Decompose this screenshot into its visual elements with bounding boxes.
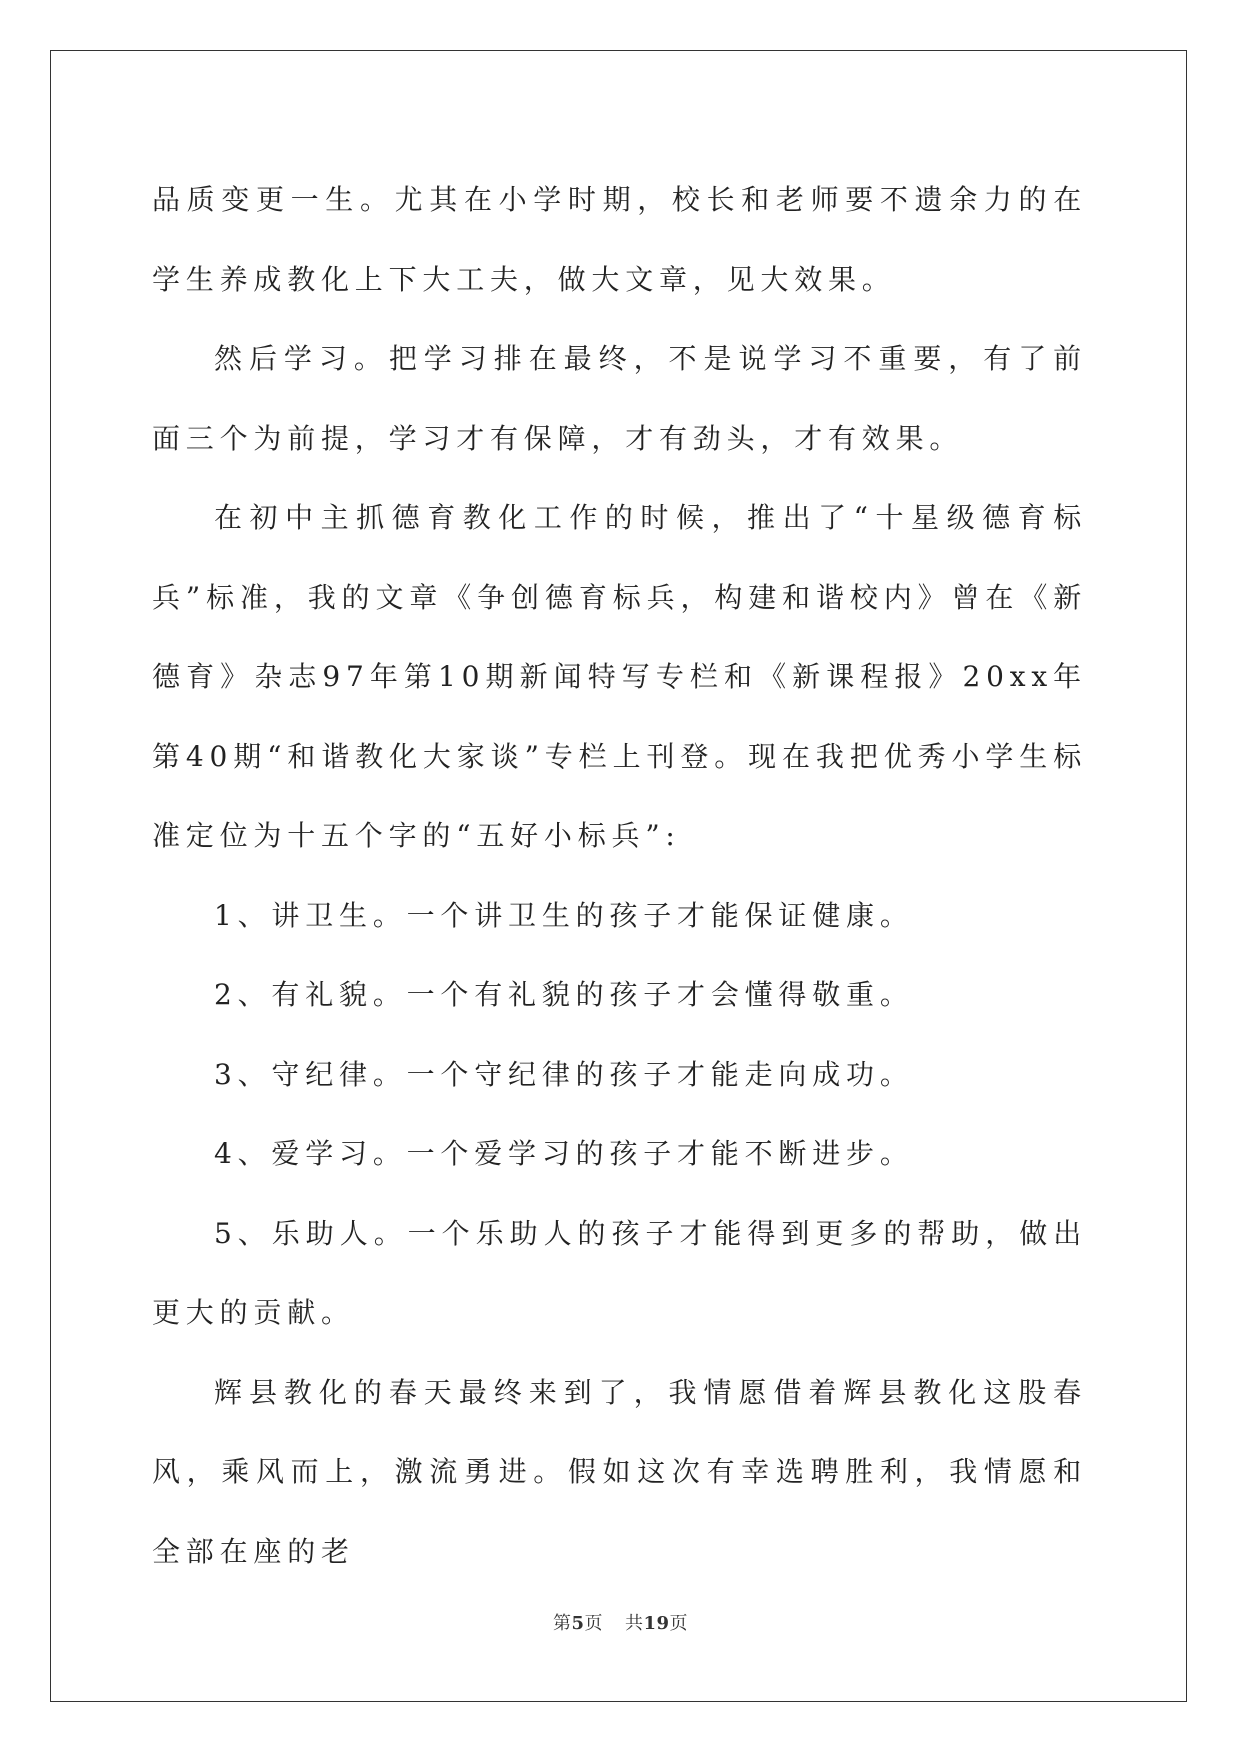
paragraph: 品质变更一生。尤其在小学时期，校长和老师要不遗余力的在学生养成教化上下大工夫，做大文章，见大效果。 xyxy=(152,183,1087,296)
list-item: 1、讲卫生。一个讲卫生的孩子才能保证健康。 xyxy=(214,898,914,932)
total-prefix: 共 xyxy=(624,1613,644,1634)
list-item: 4、爱学习。一个爱学习的孩子才能不断进步。 xyxy=(214,1137,914,1170)
page-prefix: 第 xyxy=(552,1613,572,1634)
page-number: 5 xyxy=(571,1613,585,1634)
paragraph: 辉县教化的春天最终来到了，我情愿借着辉县教化这股春风，乘风而上，激流勇进。假如这次有幸选聘胜利，我情愿和全部在座的老 xyxy=(152,1375,1087,1568)
paragraph: 在初中主抓德育教化工作的时候，推出了“十星级德育标兵”标准，我的文章《争创德育标兵，构建和谐校内》曾在《新德育》杂志97年第10期新闻特写专栏和《新课程报》20xx年第40期“和谐教化大家谈”专栏上刊登。现在我把优秀小学生标准定位为十五个字的“五好小标兵”: xyxy=(152,501,1087,852)
page-footer xyxy=(0,1609,1241,1635)
list-item: 2、有礼貌。一个有礼貌的孩子才会懂得敬重。 xyxy=(214,978,914,1011)
list-item: 3、守纪律。一个守纪律的孩子才能走向成功。 xyxy=(214,1057,914,1091)
total-suffix: 页 xyxy=(669,1613,689,1634)
list-item: 5、乐助人。一个乐助人的孩子才能得到更多的帮助，做出更大的贡献。 xyxy=(152,1216,1087,1329)
total-pages: 19 xyxy=(643,1613,670,1634)
page-suffix: 页 xyxy=(584,1613,603,1634)
paragraph: 然后学习。把学习排在最终，不是说学习不重要，有了前面三个为前提，学习才有保障，才有劲头，才有效果。 xyxy=(152,342,1087,455)
document-body xyxy=(152,160,1087,1591)
